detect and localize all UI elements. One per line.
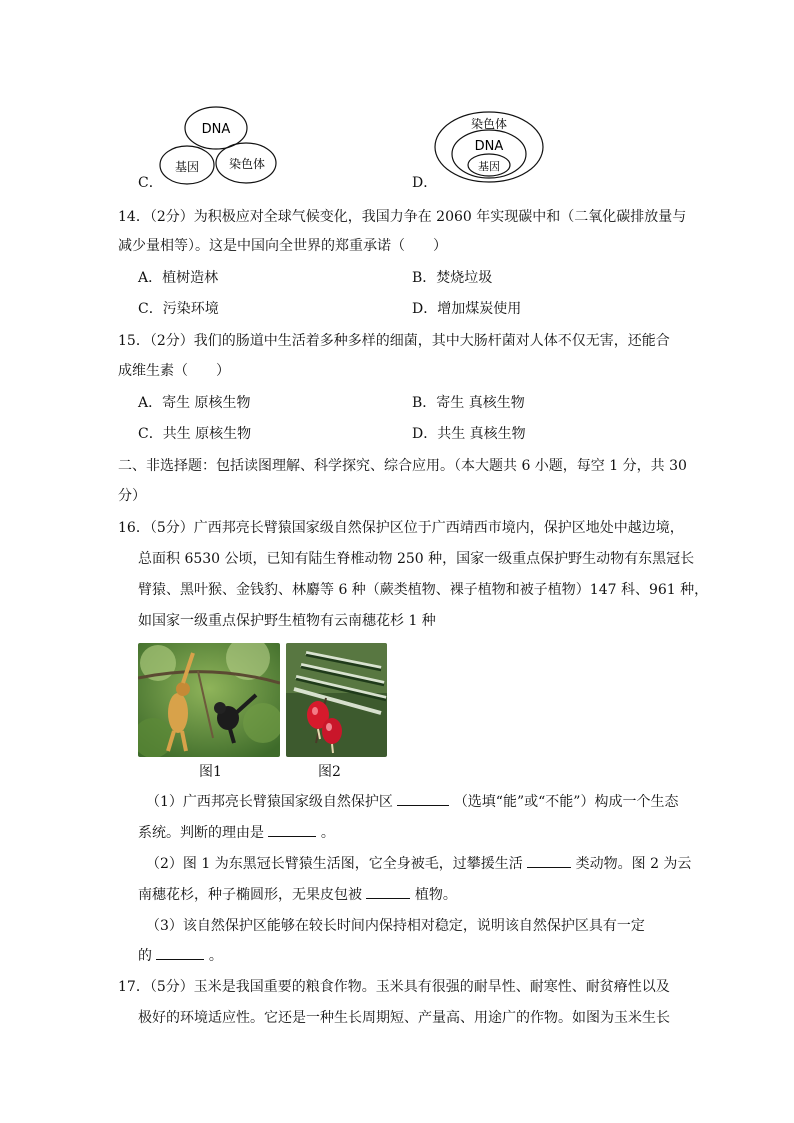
q16-sub1-blank-2[interactable]	[268, 822, 316, 837]
diagram-d-gene-label: 基因	[478, 160, 500, 173]
q15-stem-line1: 15．（2分）我们的肠道中生活着多种多样的细菌，其中大肠杆菌对人体不仅无害，还能合	[118, 333, 670, 349]
option-c-label: C．	[138, 175, 163, 191]
diagram-c-dna-label: DNA	[201, 122, 231, 137]
q15-stem-line2: 成维生素（ ）	[118, 363, 230, 379]
q16-sub3-blank[interactable]	[156, 945, 204, 960]
q16-sub2-blank-2[interactable]	[366, 884, 410, 899]
q14-stem-line1: 14．（2分）为积极应对全球气候变化，我国力争在 2060 年实现碳中和（二氧化碳排放量与	[118, 209, 687, 225]
q16-sub3-text-c: 。	[208, 948, 223, 964]
diagram-d-dna-label: DNA	[474, 139, 504, 154]
venn-diagram-c	[158, 105, 278, 185]
q17-stem-line1: 17．（5分）玉米是我国重要的粮食作物。玉米具有很强的耐旱性、耐寒性、耐贫瘠性以及	[118, 979, 670, 995]
q16-sub2-text-c: 南穗花杉，种子椭圆形，无果皮包被	[138, 887, 362, 903]
q16-sub2-line1	[146, 853, 691, 874]
q14-option-a: A．植树造林	[138, 270, 219, 286]
q16-stem-line1: 16．（5分）广西邦亮长臂猿国家级自然保护区位于广西靖西市境内，保护区地处中越边境，	[118, 520, 684, 536]
diagram-c-chromosome-label: 染色体	[228, 157, 266, 171]
figure-2-caption: 图2	[318, 764, 341, 780]
q16-sub3-line2	[138, 945, 223, 966]
figure-1-caption: 图1	[199, 764, 222, 780]
figure-2-amentotaxus-photo	[286, 643, 387, 757]
q16-sub1-blank-1[interactable]	[397, 791, 449, 806]
nested-diagram-d	[430, 110, 546, 188]
option-d-label: D．	[412, 175, 438, 191]
q15-option-d: D．共生 真核生物	[412, 426, 526, 442]
q16-sub1-text-d: 。	[320, 825, 335, 841]
figure-1-gibbon-photo	[138, 643, 280, 757]
q16-sub2-text-d: 植物。	[414, 887, 457, 903]
q14-option-b: B．焚烧垃圾	[412, 270, 493, 286]
q16-sub2-blank-1[interactable]	[527, 853, 571, 868]
q16-stem-line2: 总面积 6530 公顷，已知有陆生脊椎动物 250 种，国家一级重点保护野生动物有东黑冠长	[138, 551, 695, 567]
q16-sub2-text-b: 类动物。图 2 为云	[575, 856, 692, 872]
q15-option-a: A．寄生 原核生物	[138, 395, 251, 411]
q16-sub2-text-a: （2）图 1 为东黑冠长臂猿生活图，它全身被毛，过攀援生活	[146, 856, 523, 872]
q17-stem-line2: 极好的环境适应性。它还是一种生长周期短、产量高、用途广的作物。如图为玉米生长	[138, 1010, 670, 1026]
q14-option-d: D．增加煤炭使用	[412, 301, 522, 317]
q16-sub2-line2	[138, 884, 457, 905]
diagram-d-chromosome-label: 染色体	[470, 117, 508, 131]
q16-sub1-line1	[146, 791, 678, 812]
q16-sub1-line2	[138, 822, 335, 843]
section2-heading-line1: 二、非选择题：包括读图理解、科学探究、综合应用。（本大题共 6 小题，每空 1 分，共 30	[118, 458, 687, 474]
q15-option-b: B．寄生 真核生物	[412, 395, 525, 411]
q16-stem-line3: 臂猿、黑叶猴、金钱豹、林麝等 6 种（蕨类植物、裸子植物和被子植物）147 科、961 种，	[138, 582, 709, 598]
q16-sub3-text-b: 的	[138, 948, 157, 964]
q14-option-c: C．污染环境	[138, 301, 219, 317]
q16-sub3-line1: （3）该自然保护区能够在较长时间内保持相对稳定，说明该自然保护区具有一定	[146, 918, 645, 934]
q15-option-c: C．共生 原核生物	[138, 426, 252, 442]
q16-stem-line4: 如国家一级重点保护野生植物有云南穗花杉 1 种	[138, 613, 436, 629]
q16-sub1-text-b: （选填“能”或“不能”）构成一个生态	[453, 794, 679, 810]
q16-sub1-text-a: （1）广西邦亮长臂猿国家级自然保护区	[146, 794, 393, 810]
q16-sub1-text-c: 系统。判断的理由是	[138, 825, 269, 841]
section2-heading-line2: 分）	[118, 488, 146, 504]
diagram-c-gene-label: 基因	[174, 160, 200, 174]
q14-stem-line2: 减少量相等）。这是中国向全世界的郑重承诺（ ）	[118, 238, 447, 254]
